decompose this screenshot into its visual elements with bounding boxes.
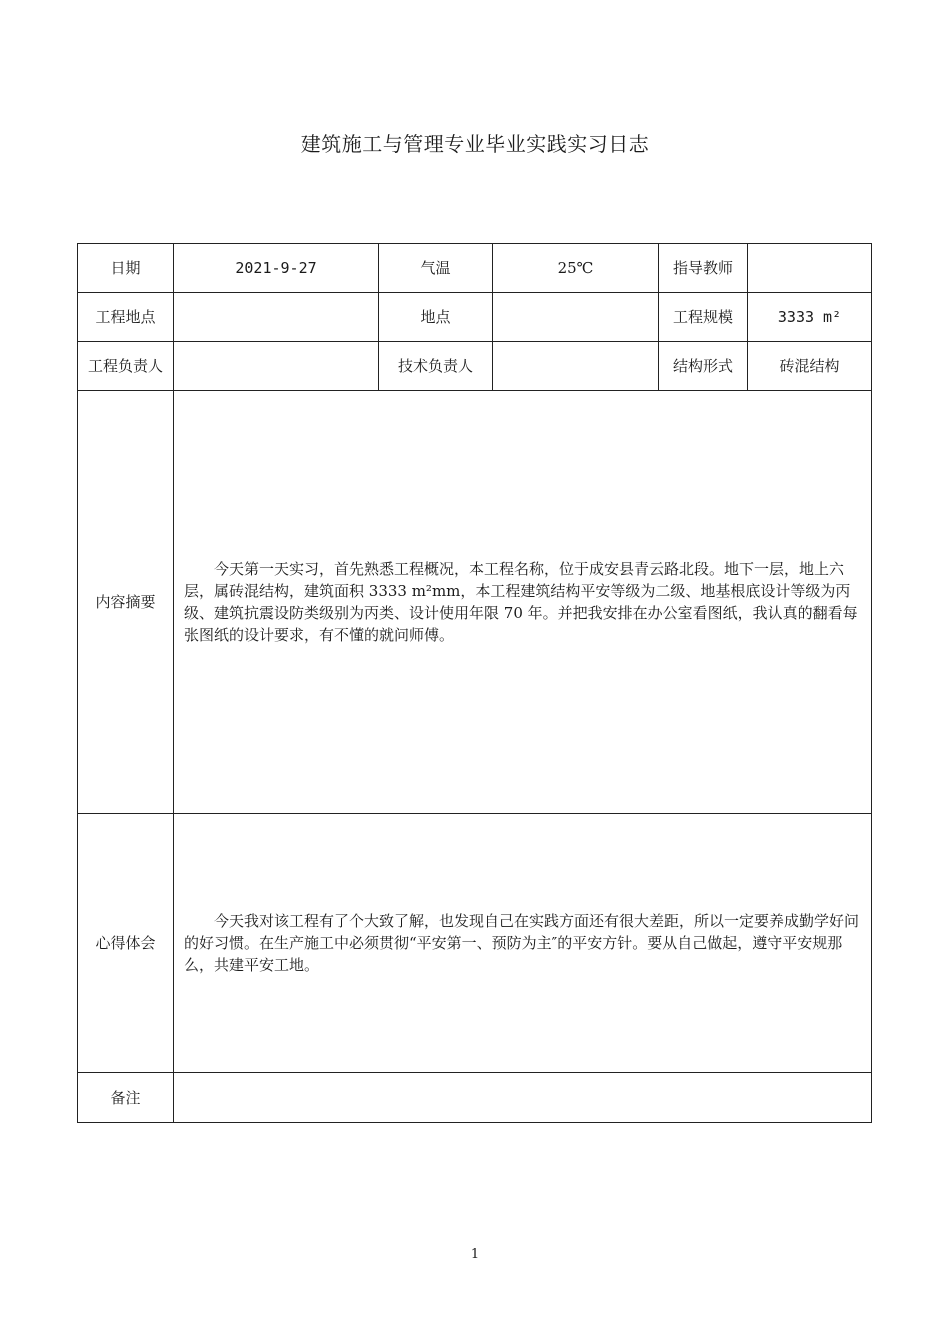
technical-lead-value: [493, 342, 659, 391]
scale-label: 工程规模: [659, 293, 748, 342]
summary-label: 内容摘要: [78, 391, 174, 814]
temperature-label: 气温: [379, 244, 493, 293]
technical-lead-label: 技术负责人: [379, 342, 493, 391]
structure-type-label: 结构形式: [659, 342, 748, 391]
project-manager-value: [174, 342, 379, 391]
table-row: [78, 814, 872, 1073]
location-value: [493, 293, 659, 342]
document-title: 建筑施工与管理专业毕业实践实习日志: [300, 132, 650, 156]
notes-value: [174, 1073, 872, 1123]
date-value: 2021-9-27: [174, 244, 379, 293]
reflection-label: 心得体会: [78, 814, 174, 1073]
table-row: [78, 244, 872, 293]
site-value: [174, 293, 379, 342]
table-row: [78, 342, 872, 391]
table-row: [78, 391, 872, 814]
project-manager-label: 工程负责人: [78, 342, 174, 391]
structure-type-value: 砖混结构: [748, 342, 872, 391]
teacher-label: 指导教师: [659, 244, 748, 293]
scale-value: 3333 m²: [748, 293, 872, 342]
reflection-text: 今天我对该工程有了个大致了解，也发现自己在实践方面还有很大差距，所以一定要养成勤学好问的好习惯。在生产施工中必须贯彻“平安第一、预防为主″的平安方针。要从自己做起，遵守平安规那么，共建平安工地。: [174, 814, 872, 1073]
page-number: 1: [470, 1247, 480, 1262]
location-label: 地点: [379, 293, 493, 342]
notes-label: 备注: [78, 1073, 174, 1123]
temperature-value: 25℃: [493, 244, 659, 293]
site-label: 工程地点: [78, 293, 174, 342]
date-label: 日期: [78, 244, 174, 293]
table-row: [78, 1073, 872, 1123]
internship-log-table: [77, 243, 872, 1123]
teacher-value: [748, 244, 872, 293]
summary-text: 今天第一天实习，首先熟悉工程概况，本工程名称，位于成安县青云路北段。地下一层，地上六层，属砖混结构，建筑面积 3333 m²mm，本工程建筑结构平安等级为二级、地基根底设计等级为丙级、建筑抗震设防类级别为丙类、设计使用年限 70 年。并把我安排在办公室看图纸，我认真的翻看每张图纸的设计要求，有不懂的就问师傅。: [174, 391, 872, 814]
table-row: [78, 293, 872, 342]
